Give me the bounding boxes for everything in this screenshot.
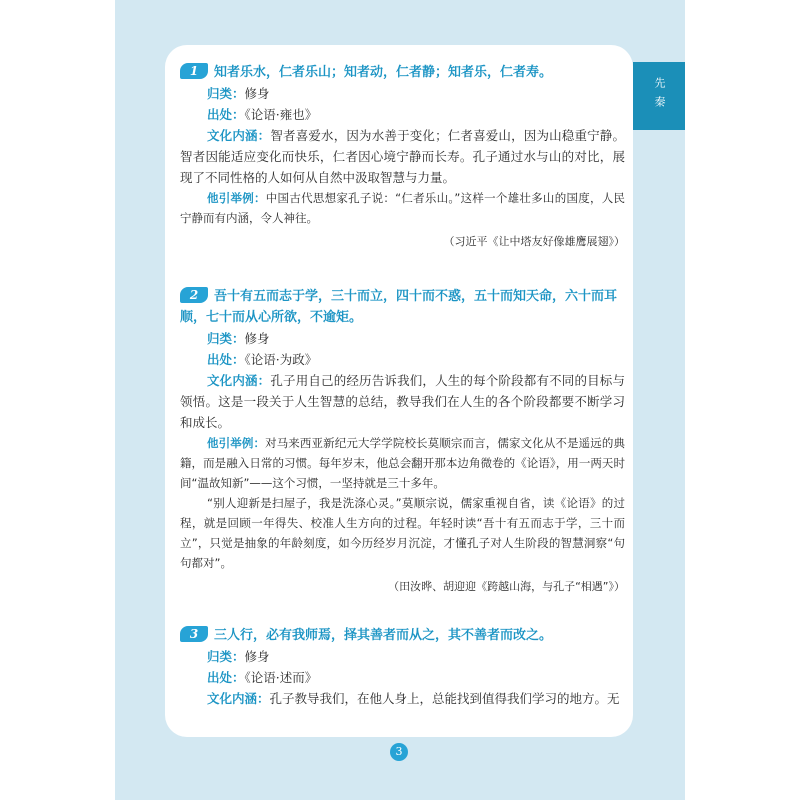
chapter-tab (633, 62, 685, 130)
page-number: 3 (390, 743, 408, 761)
entry-title: 1 知者乐水，仁者乐山；知者动，仁者静；知者乐，仁者寿。 (180, 62, 625, 83)
entry-2 (180, 286, 625, 597)
entry-title: 3 三人行，必有我师焉，择其善者而从之，其不善者而改之。 (180, 625, 625, 646)
entry-number-badge: 1 (180, 63, 208, 79)
example-paragraph-2: “别人迎新是扫屋子，我是洗涤心灵。”莫顺宗说，儒家重视自省，读《论语》的过程，就是回顾一年得失、校准人生方向的过程。年轻时读“吾十有五而志于学，三十而立”，只觉是抽象的年龄刻度，如今历经岁月沉淀，才懂孔子对人生阶段的智慧洞察“句句都对”。 (180, 496, 625, 570)
category-line: 归类：修身 (207, 86, 270, 101)
meaning-paragraph: 文化内涵：孔子教导我们，在他人身上，总能找到值得我们学习的地方。无 (207, 691, 620, 706)
chapter-tab-label: 先秦 (653, 77, 666, 115)
category-line: 归类：修身 (207, 331, 270, 346)
entry-number-badge: 3 (180, 626, 208, 642)
source-line: 出处：《论语·雍也》 (207, 107, 318, 122)
entry-title: 2 吾十有五而志于学，三十而立，四十而不惑，五十而知天命，六十而耳顺，七十而从心所欲，不逾矩。 (180, 288, 618, 325)
citation: （田汝晔、胡迎迎《跨越山海，与孔子“相遇”》） (388, 580, 625, 593)
entry-1 (180, 62, 625, 252)
example-paragraph: 他引举例：对马来西亚新纪元大学学院校长莫顺宗而言，儒家文化从不是遥远的典籍，而是融入日常的习惯。每年岁末，他总会翻开那本边角微卷的《论语》，用一两天时间“温故知新”——这个习惯，一坚持就是三十多年。 (180, 436, 626, 490)
meaning-paragraph: 文化内涵：智者喜爱水，因为水善于变化；仁者喜爱山，因为山稳重宁静。智者因能适应变化而快乐，仁者因心境宁静而长寿。孔子通过水与山的对比，展现了不同性格的人如何从自然中汲取智慧与力量。 (180, 128, 625, 185)
entry-number-badge: 2 (180, 287, 208, 303)
entries (180, 62, 625, 709)
entry-3 (180, 625, 625, 709)
category-line: 归类：修身 (207, 649, 270, 664)
source-line: 出处：《论语·述而》 (207, 670, 318, 685)
citation: （习近平《让中塔友好像雄鹰展翅》） (443, 235, 625, 248)
example-paragraph: 他引举例：中国古代思想家孔子说：“仁者乐山。”这样一个雄壮多山的国度，人民宁静而有内涵，令人神往。 (180, 191, 625, 225)
meaning-paragraph: 文化内涵：孔子用自己的经历告诉我们，人生的每个阶段都有不同的目标与领悟。这是一段关于人生智慧的总结，教导我们在人生的各个阶段都要不断学习和成长。 (180, 373, 625, 430)
source-line: 出处：《论语·为政》 (207, 352, 318, 367)
